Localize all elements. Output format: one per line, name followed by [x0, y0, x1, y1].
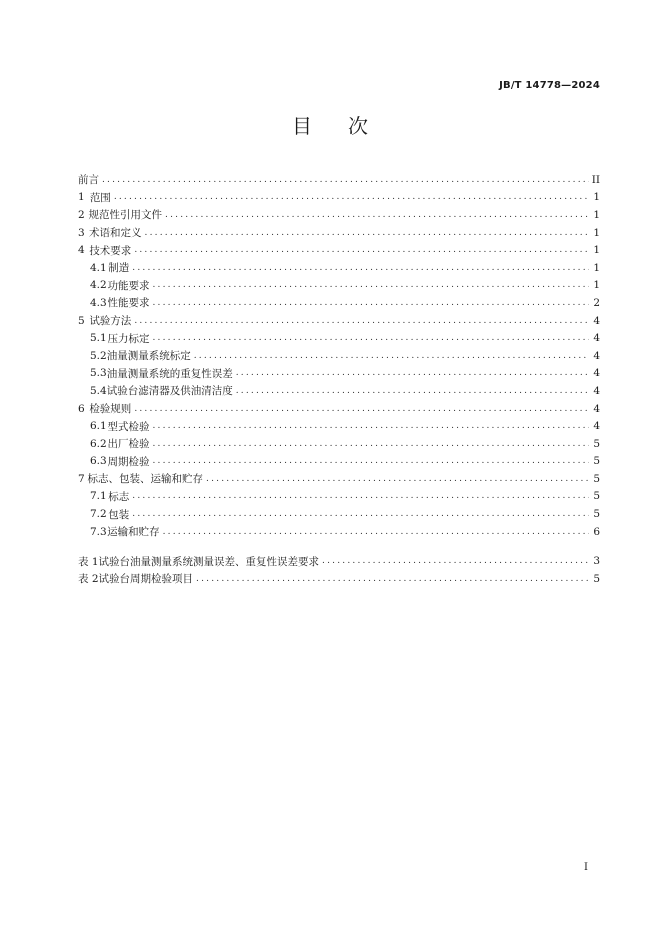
toc-entry-title: 油量测量系统的重复性误差 [106, 367, 233, 380]
toc-entry-page: 5 [593, 472, 600, 485]
toc-entry-page: 3 [593, 555, 600, 568]
toc-entry-title: 前言 [78, 174, 99, 187]
toc-entry-title: 性能要求 [107, 297, 150, 310]
toc-entry-page: 4 [593, 384, 600, 397]
toc-entry[interactable] [78, 312, 600, 330]
toc-entry-page: 2 [593, 296, 600, 309]
toc-entry-page: 4 [593, 420, 600, 433]
toc-entry-number: 6.3 [90, 455, 107, 468]
toc-entry-title: 型式检验 [107, 420, 150, 433]
toc-entry-title: 出厂检验 [107, 438, 150, 451]
toc-leader-dots [134, 404, 589, 414]
toc-entry[interactable] [78, 241, 600, 259]
toc-entry-page: 5 [593, 572, 600, 585]
toc-entry-title: 油量测量系统标定 [106, 350, 191, 363]
toc-entry-title: 压力标定 [107, 332, 150, 345]
toc-entry-number: 7.3 [90, 525, 107, 538]
toc-entry[interactable] [78, 347, 600, 365]
toc-leader-dots [236, 386, 589, 396]
toc-entry[interactable] [78, 400, 600, 418]
toc-entry-number: 4.1 [90, 261, 107, 274]
toc-entry[interactable] [78, 417, 600, 435]
title-char-2: 次 [348, 114, 370, 138]
toc-leader-dots [145, 228, 589, 238]
toc-entry[interactable] [78, 329, 600, 347]
toc-leader-dots [152, 333, 589, 343]
toc-entry-page: 4 [593, 332, 600, 345]
toc-leader-dots [132, 263, 589, 273]
toc-entry-title: 试验台滤清器及供油清洁度 [106, 385, 233, 398]
toc-leader-dots [196, 574, 589, 584]
toc-entry-title: 术语和定义 [89, 227, 142, 240]
toc-entry[interactable] [78, 365, 600, 383]
toc-entry-title: 周期检验 [107, 455, 150, 468]
toc-entry-page: 6 [593, 525, 600, 538]
toc-entry-page: 1 [593, 261, 600, 274]
toc-entry[interactable] [78, 277, 600, 295]
toc-entry[interactable] [78, 470, 600, 488]
toc-entry[interactable] [78, 206, 600, 224]
toc-leader-dots [322, 556, 589, 566]
toc-entry-number: 6.2 [90, 437, 107, 450]
toc-entry-number: 4.3 [90, 296, 107, 309]
toc-entry[interactable] [78, 488, 600, 506]
toc-entry-number: 6 [78, 402, 85, 415]
toc-entry-title: 规范性引用文件 [88, 209, 163, 222]
toc-entry[interactable] [78, 294, 600, 312]
toc-leader-dots [194, 351, 589, 361]
toc-entry-number: 1 [78, 191, 85, 204]
toc-entry[interactable] [78, 505, 600, 523]
toc-section-list [78, 171, 600, 540]
toc-entry[interactable] [78, 382, 600, 400]
title-char-1: 目 [292, 114, 314, 138]
toc-entry[interactable] [78, 523, 600, 541]
toc-entry-page: 4 [593, 367, 600, 380]
toc-entry-title: 包装 [108, 508, 130, 521]
toc-leader-dots [236, 368, 589, 378]
toc-leader-dots [152, 298, 589, 308]
toc-leader-dots [132, 509, 589, 519]
toc-entry-number: 2 [78, 208, 85, 221]
toc-entry-number: 5.4 [90, 384, 107, 397]
toc-leader-dots [206, 474, 589, 484]
toc-entry-page: 4 [593, 402, 600, 415]
toc-entry-page: 1 [593, 226, 600, 239]
toc-entry-number: 4.2 [90, 279, 107, 292]
toc-entry[interactable] [78, 435, 600, 453]
toc-entry-title: 技术要求 [89, 244, 132, 257]
toc-leader-dots [134, 316, 589, 326]
toc-leader-dots [134, 245, 589, 255]
toc-entry-page: 5 [593, 508, 600, 521]
toc-entry-number: 5.1 [90, 332, 107, 345]
toc-leader-dots [114, 192, 589, 202]
toc-entry-number: 6.1 [90, 420, 107, 433]
toc-entry-number: 5.2 [90, 349, 107, 362]
table-of-contents [78, 171, 600, 588]
toc-entry-title: 检验规则 [89, 403, 132, 416]
toc-leader-dots [165, 210, 589, 220]
toc-entry[interactable] [78, 259, 600, 277]
toc-entry-title: 试验方法 [89, 315, 132, 328]
toc-entry-number: 5 [78, 314, 85, 327]
toc-leader-dots [152, 439, 589, 449]
toc-entry-number: 4 [78, 244, 85, 257]
toc-entry-title: 运输和贮存 [107, 526, 160, 539]
toc-entry-page: 1 [593, 279, 600, 292]
toc-entry-page: 5 [593, 437, 600, 450]
toc-entry-title: 功能要求 [107, 279, 150, 292]
page-number: I [584, 862, 588, 873]
toc-entry-number: 表 1 [78, 555, 99, 568]
toc-leader-dots [152, 280, 589, 290]
standard-code: JB/T 14778—2024 [499, 80, 600, 91]
toc-entry-number: 7.2 [90, 508, 107, 521]
toc-entry-page: 4 [593, 349, 600, 362]
toc-entry[interactable] [78, 224, 600, 242]
toc-entry-title: 制造 [108, 262, 130, 275]
toc-entry-title: 标志 [108, 490, 130, 503]
toc-entry-number: 7.1 [90, 490, 107, 503]
toc-entry-title: 标志、包装、运输和贮存 [87, 473, 204, 486]
toc-entry[interactable] [78, 453, 600, 471]
toc-leader-dots [163, 527, 589, 537]
toc-leader-dots [102, 175, 589, 185]
toc-leader-dots [152, 456, 589, 466]
toc-entry[interactable] [78, 552, 600, 570]
toc-entry-number: 7 [78, 472, 85, 485]
toc-entry-number: 表 2 [78, 573, 99, 586]
toc-entry-page: II [591, 173, 600, 186]
toc-entry-title: 范围 [89, 191, 111, 204]
toc-entry-page: 1 [593, 208, 600, 221]
toc-entry-number: 5.3 [90, 367, 107, 380]
toc-entry[interactable] [78, 570, 600, 588]
page-title [0, 110, 662, 139]
toc-entry-page: 1 [593, 191, 600, 204]
toc-leader-dots [132, 491, 589, 501]
toc-entry-number: 3 [78, 226, 85, 239]
toc-entry-page: 5 [593, 455, 600, 468]
toc-table-list [78, 552, 600, 587]
toc-entry-page: 1 [593, 244, 600, 257]
toc-entry-title: 试验台周期检验项目 [98, 573, 194, 586]
toc-entry-page: 4 [593, 314, 600, 327]
toc-entry[interactable] [78, 189, 600, 207]
toc-entry[interactable] [78, 171, 600, 189]
toc-leader-dots [152, 421, 589, 431]
toc-entry-page: 5 [593, 490, 600, 503]
toc-entry-title: 试验台油量测量系统测量误差、重复性误差要求 [98, 555, 320, 568]
